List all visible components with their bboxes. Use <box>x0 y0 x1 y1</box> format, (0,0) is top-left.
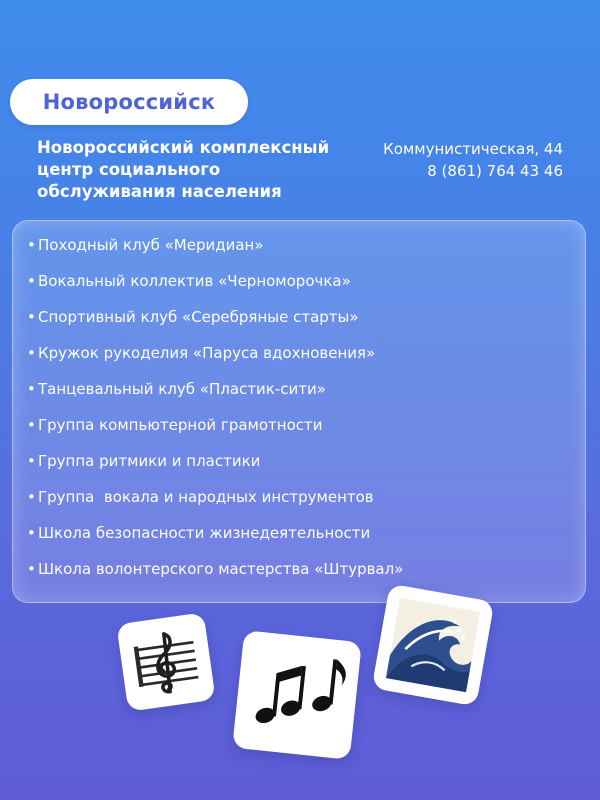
organization-name <box>37 137 367 203</box>
bullet-icon: • <box>27 452 36 470</box>
club-name: Школа безопасности жизнедеятельности <box>38 524 371 542</box>
bullet-icon: • <box>27 488 36 506</box>
club-name: Группа компьютерной грамотности <box>38 416 323 434</box>
club-name: Группа ритмики и пластики <box>38 452 261 470</box>
list-item <box>27 519 403 555</box>
club-name: Группа вокала и народных инструментов <box>38 488 374 506</box>
club-name: Танцевальный клуб «Пластик-сити» <box>38 380 326 398</box>
city-badge <box>10 79 248 125</box>
organization-name-line: центр социального <box>37 160 221 179</box>
list-item <box>27 339 403 375</box>
water-wave-icon <box>372 584 495 707</box>
contacts <box>383 138 563 182</box>
water-wave-tile <box>372 584 495 707</box>
bullet-icon: • <box>27 380 36 398</box>
clubs-list <box>27 231 403 591</box>
musical-score-icon <box>116 612 215 711</box>
city-title: Новороссийск <box>42 90 216 114</box>
list-item <box>27 447 403 483</box>
club-name: Кружок рукоделия «Паруса вдохновения» <box>38 344 376 362</box>
bullet-icon: • <box>27 308 36 326</box>
address-text: Коммунистическая, 44 <box>383 140 563 158</box>
list-item <box>27 303 403 339</box>
club-name: Вокальный коллектив «Черноморочка» <box>38 272 351 290</box>
musical-notes-tile <box>232 630 362 760</box>
list-item <box>27 375 403 411</box>
list-item <box>27 231 403 267</box>
bullet-icon: • <box>27 272 36 290</box>
musical-score-tile <box>116 612 215 711</box>
club-name: Походный клуб «Меридиан» <box>38 236 264 254</box>
phone-text: 8 (861) 764 43 46 <box>427 162 563 180</box>
musical-notes-icon <box>232 630 362 760</box>
bullet-icon: • <box>27 560 36 578</box>
bullet-icon: • <box>27 524 36 542</box>
clubs-panel <box>12 220 586 603</box>
list-item <box>27 483 403 519</box>
list-item <box>27 267 403 303</box>
bullet-icon: • <box>27 416 36 434</box>
list-item <box>27 411 403 447</box>
club-name: Школа волонтерского мастерства «Штурвал» <box>38 560 404 578</box>
list-item <box>27 555 403 591</box>
bullet-icon: • <box>27 236 36 254</box>
organization-name-line: Новороссийский комплексный <box>37 138 330 157</box>
organization-name-line: обслуживания населения <box>37 182 282 201</box>
bullet-icon: • <box>27 344 36 362</box>
club-name: Спортивный клуб «Серебряные старты» <box>38 308 359 326</box>
